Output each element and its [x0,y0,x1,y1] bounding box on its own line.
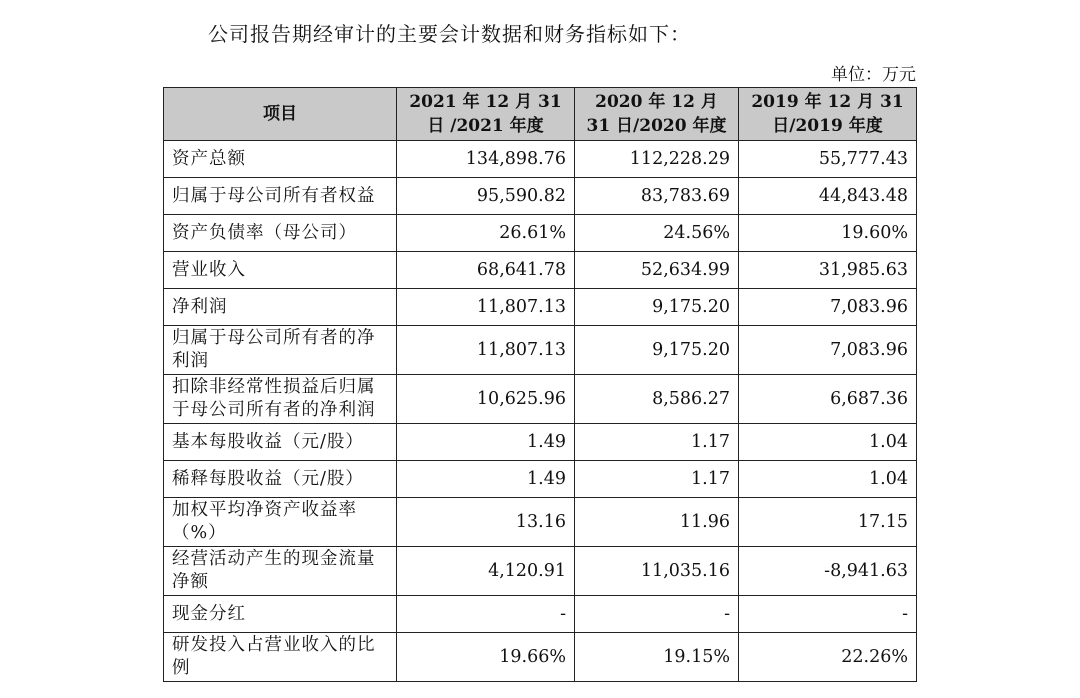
cell-2020: 83,783.69 [575,178,739,215]
cell-2019: 22.26% [739,633,917,682]
row-label: 加权平均净资产收益率（%） [164,498,397,547]
cell-2021: 10,625.96 [397,375,575,424]
header-2021: 2021 年 12 月 31 日 /2021 年度 [397,88,575,141]
cell-2019: - [739,596,917,633]
row-label: 研发投入占营业收入的比例 [164,633,397,682]
table-row [164,215,917,252]
financial-data-table [163,87,917,682]
row-label: 营业收入 [164,252,397,289]
cell-2020: 11,035.16 [575,547,739,596]
cell-2021: 1.49 [397,424,575,461]
table-row [164,498,917,547]
cell-2021: 13.16 [397,498,575,547]
header-2019: 2019 年 12 月 31 日/2019 年度 [739,88,917,141]
table-row [164,596,917,633]
header-2020: 2020 年 12 月 31 日/2020 年度 [575,88,739,141]
table-row [164,326,917,375]
cell-2020: 9,175.20 [575,326,739,375]
cell-2019: 7,083.96 [739,326,917,375]
cell-2020: 11.96 [575,498,739,547]
row-label: 归属于母公司所有者权益 [164,178,397,215]
cell-2020: 19.15% [575,633,739,682]
table-row [164,289,917,326]
cell-2020: 1.17 [575,461,739,498]
row-label: 归属于母公司所有者的净利润 [164,326,397,375]
cell-2021: 19.66% [397,633,575,682]
table-row [164,633,917,682]
intro-text: 公司报告期经审计的主要会计数据和财务指标如下： [208,22,691,46]
table-row [164,178,917,215]
cell-2020: 112,228.29 [575,141,739,178]
cell-2019: 55,777.43 [739,141,917,178]
table-row [164,461,917,498]
cell-2021: 4,120.91 [397,547,575,596]
table-header [164,88,917,141]
cell-2019: 44,843.48 [739,178,917,215]
cell-2021: 134,898.76 [397,141,575,178]
cell-2021: 26.61% [397,215,575,252]
cell-2019: 1.04 [739,461,917,498]
table-row [164,424,917,461]
cell-2020: 1.17 [575,424,739,461]
row-label: 稀释每股收益（元/股） [164,461,397,498]
cell-2021: 11,807.13 [397,289,575,326]
cell-2020: 9,175.20 [575,289,739,326]
cell-2019: -8,941.63 [739,547,917,596]
cell-2019: 17.15 [739,498,917,547]
header-item: 项目 [164,88,397,141]
cell-2021: 11,807.13 [397,326,575,375]
row-label: 经营活动产生的现金流量净额 [164,547,397,596]
cell-2020: 52,634.99 [575,252,739,289]
cell-2021: 95,590.82 [397,178,575,215]
table-body [164,141,917,682]
row-label: 扣除非经常性损益后归属于母公司所有者的净利润 [164,375,397,424]
row-label: 净利润 [164,289,397,326]
row-label: 资产总额 [164,141,397,178]
header-row [164,88,917,141]
row-label: 资产负债率（母公司） [164,215,397,252]
cell-2019: 19.60% [739,215,917,252]
table-row [164,252,917,289]
table-row [164,547,917,596]
cell-2019: 6,687.36 [739,375,917,424]
cell-2021: 68,641.78 [397,252,575,289]
row-label: 现金分红 [164,596,397,633]
table-row [164,375,917,424]
cell-2021: - [397,596,575,633]
cell-2019: 31,985.63 [739,252,917,289]
cell-2019: 1.04 [739,424,917,461]
cell-2019: 7,083.96 [739,289,917,326]
table-row [164,141,917,178]
cell-2020: 24.56% [575,215,739,252]
cell-2021: 1.49 [397,461,575,498]
unit-label: 单位：万元 [831,65,916,85]
cell-2020: 8,586.27 [575,375,739,424]
cell-2020: - [575,596,739,633]
row-label: 基本每股收益（元/股） [164,424,397,461]
